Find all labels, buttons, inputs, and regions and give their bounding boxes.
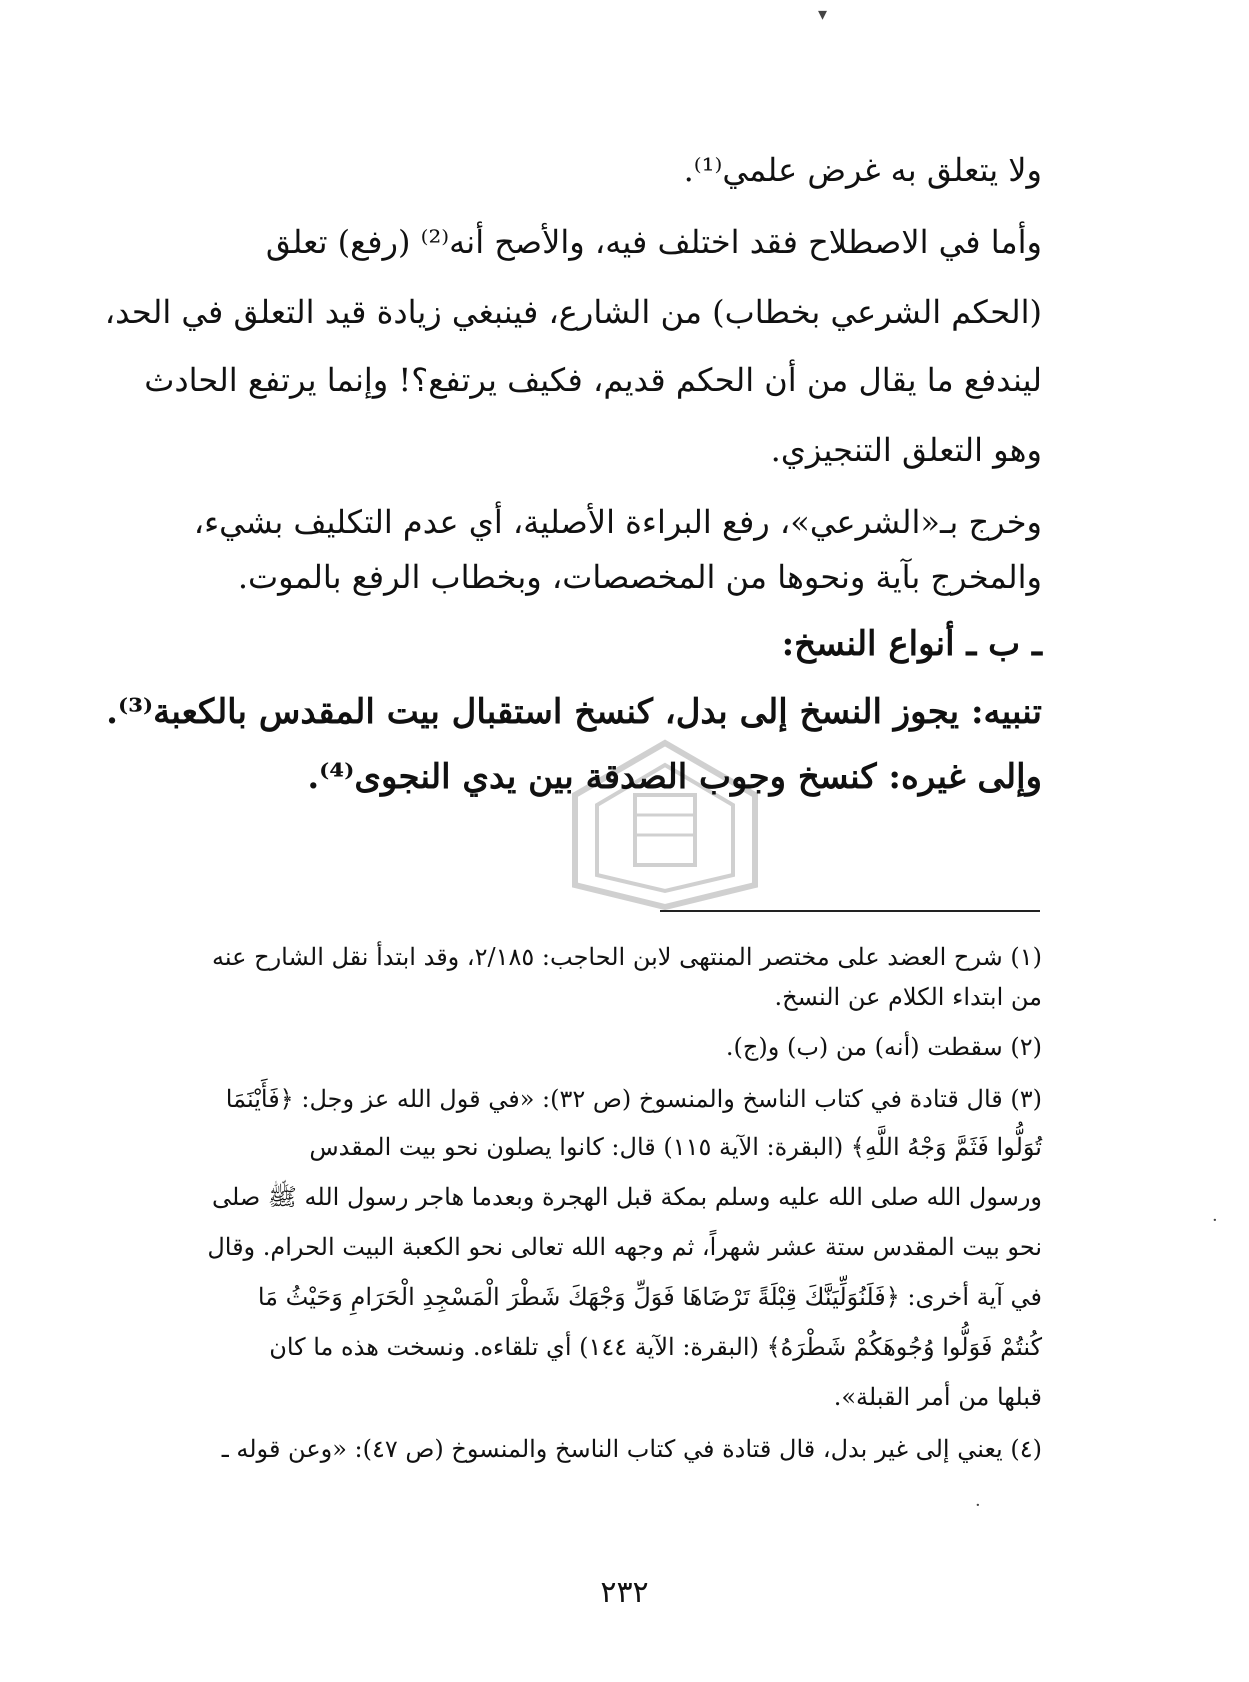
bold-line-1: تنبيه: يجوز النسخ إلى بدل، كنسخ استقبال بيت المقدس بالكعبة⁽³⁾.	[106, 692, 1042, 732]
footnote-line-3: (٢) سقطت (أنه) من (ب) و(ج).	[725, 1033, 1042, 1061]
section-heading: ـ ب ـ أنواع النسخ:	[781, 624, 1042, 664]
footnote-line-9: كُنتُمْ فَوَلُّوا وُجُوهَكُمْ شَطْرَهُ﴾ (البقرة: الآية ١٤٤) أي تلقاءه. ونسخت هذه ما كان	[269, 1333, 1042, 1361]
footnote-line-1: (١) شرح العضد على مختصر المنتهى لابن الحاجب: ٢/١٨٥، وقد ابتدأ نقل الشارح عنه	[212, 943, 1042, 971]
body-line-1: ولا يتعلق به غرض علمي⁽¹⁾.	[683, 151, 1042, 189]
footnote-line-8: في آية أخرى: ﴿فَلَنُوَلِّيَنَّكَ قِبْلَةً تَرْضَاهَا فَوَلِّ وَجْهَكَ شَطْرَ الْمَسْجِدِ الْحَرَامِ وَحَيْثُ مَا	[257, 1283, 1042, 1311]
body-line-3: (الحكم الشرعي بخطاب) من الشارع، فينبغي زيادة قيد التعلق في الحد،	[104, 293, 1042, 331]
footnote-line-10: قبلها من أمر القبلة».	[833, 1383, 1042, 1411]
footnote-line-7: نحو بيت المقدس ستة عشر شهراً، ثم وجهه الله تعالى نحو الكعبة البيت الحرام. وقال	[207, 1233, 1042, 1261]
page-number: ٢٣٢	[600, 1575, 649, 1610]
scan-mark-right-lower: ·	[975, 1495, 981, 1516]
footnote-separator	[660, 910, 1040, 912]
body-line-2: وأما في الاصطلاح فقد اختلف فيه، والأصح أنه⁽²⁾ (رفع) تعلق	[265, 223, 1042, 261]
body-line-7: والمخرج بآية ونحوها من المخصصات، وبخطاب الرفع بالموت.	[237, 558, 1042, 596]
watermark-seal-icon	[565, 735, 765, 915]
scan-mark-right: ·	[1212, 1210, 1218, 1231]
footnote-line-11: (٤) يعني إلى غير بدل، قال قتادة في كتاب الناسخ والمنسوخ (ص ٤٧): «وعن قوله ـ	[221, 1435, 1042, 1463]
bold-line-2: وإلى غيره: كنسخ وجوب الصدقة بين يدي النجوى⁽⁴⁾.	[307, 757, 1042, 797]
footnote-line-2: من ابتداء الكلام عن النسخ.	[774, 983, 1042, 1011]
body-line-4: ليندفع ما يقال من أن الحكم قديم، فكيف يرتفع؟! وإنما يرتفع الحادث	[144, 361, 1042, 399]
scan-mark-top: ▾	[818, 4, 828, 25]
body-line-6: وخرج بـ«الشرعي»، رفع البراءة الأصلية، أي عدم التكليف بشيء،	[193, 503, 1042, 541]
footnote-line-5: تُوَلُّوا فَثَمَّ وَجْهُ اللَّهِ﴾ (البقرة: الآية ١١٥) قال: كانوا يصلون نحو بيت المقدس	[309, 1133, 1042, 1161]
body-line-5: وهو التعلق التنجيزي.	[770, 431, 1042, 469]
footnote-line-4: (٣) قال قتادة في كتاب الناسخ والمنسوخ (ص ٣٢): «في قول الله عز وجل: ﴿فَأَيْنَمَا	[225, 1085, 1042, 1113]
footnote-line-6: ورسول الله صلى الله عليه وسلم بمكة قبل الهجرة وبعدما هاجر رسول الله ﷺ صلى	[211, 1183, 1042, 1211]
